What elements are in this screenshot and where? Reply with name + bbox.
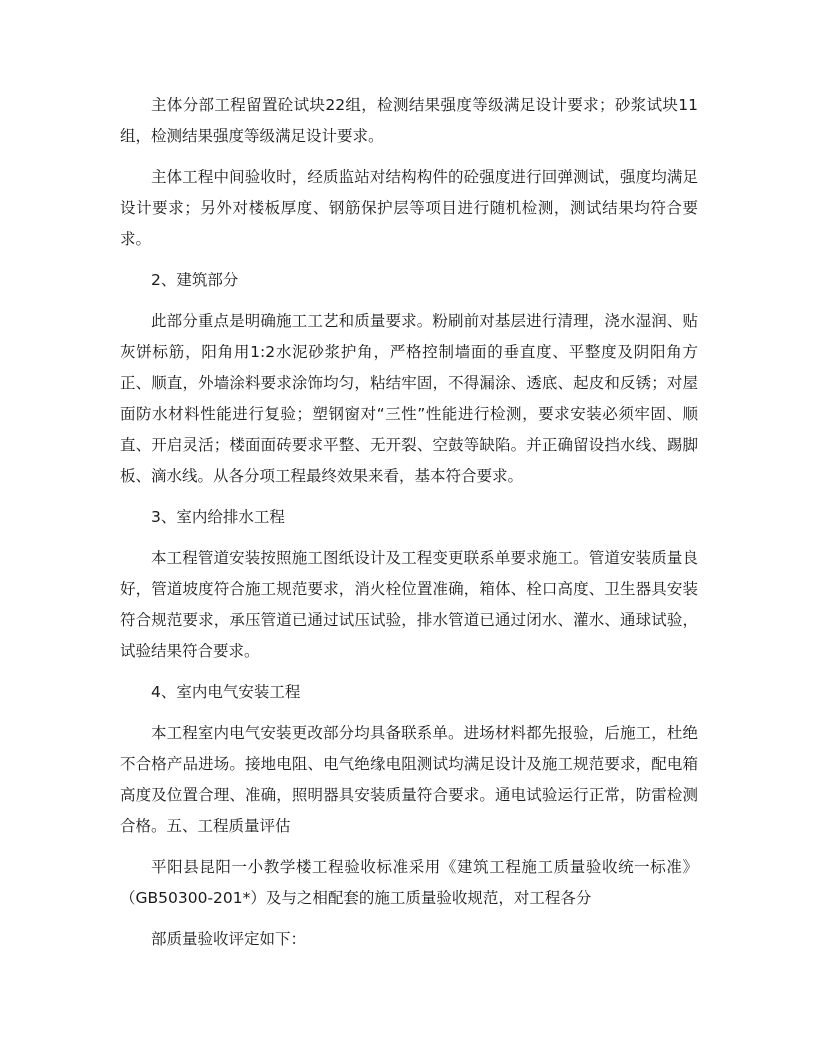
paragraph-midterm-inspection: 主体工程中间验收时，经质监站对结构构件的砼强度进行回弹测试，强度均满足设计要求；另外对楼板厚度、钢筋保护层等项目进行随机检测，测试结果均符合要求。 [120, 168, 698, 248]
section-heading-electrical: 4、室内电气安装工程 [151, 683, 301, 701]
paragraph-electrical: 本工程室内电气安装更改部分均具备联系单。进场材料都先报验，后施工，杜绝不合格产品进场。接地电阻、电气绝缘电阻测试均满足设计及施工规范要求，配电箱高度及位置合理、准确，照明器具安装质量符合要求。通电试验运行正常，防雷检测合格。五、工程质量评估 [120, 724, 698, 835]
paragraph-plumbing: 本工程管道安装按照施工图纸设计及工程变更联系单要求施工。管道安装质量良好，管道坡度符合施工规范要求，消火栓位置准确，箱体、栓口高度、卫生器具安装符合规范要求，承压管道已通过试压试验，排水管道已通过闭水、灌水、通球试验，试验结果符合要求。 [120, 549, 698, 660]
section-heading-architecture: 2、建筑部分 [151, 271, 239, 289]
paragraph-acceptance-standard: 平阳县昆阳一小教学楼工程验收标准采用《建筑工程施工质量验收统一标准》（GB50300-201*）及与之相配套的施工质量验收规范，对工程各分 [120, 858, 698, 907]
document-body [120, 90, 698, 955]
paragraph-architecture: 此部分重点是明确施工工艺和质量要求。粉刷前对基层进行清理，浇水湿润、贴灰饼标筋，阳角用1:2水泥砂浆护角，严格控制墙面的垂直度、平整度及阴阳角方正、顺直，外墙涂料要求涂饰均匀，粘结牢固，不得漏涂、透底、起皮和反锈；对屋面防水材料性能进行复验；塑钢窗对“三性”性能进行检测，要求安装必须牢固、顺直、开启灵活；楼面面砖要求平整、无开裂、空鼓等缺陷。并正确留设挡水线、踢脚板、滴水线。从各分项工程最终效果来看，基本符合要求。 [120, 312, 698, 485]
section-heading-plumbing: 3、室内给排水工程 [151, 508, 285, 526]
paragraph-evaluation-intro: 部质量验收评定如下： [151, 930, 307, 948]
paragraph-concrete-test-blocks: 主体分部工程留置砼试块22组，检测结果强度等级满足设计要求；砂浆试块11组，检测结果强度等级满足设计要求。 [120, 96, 698, 145]
